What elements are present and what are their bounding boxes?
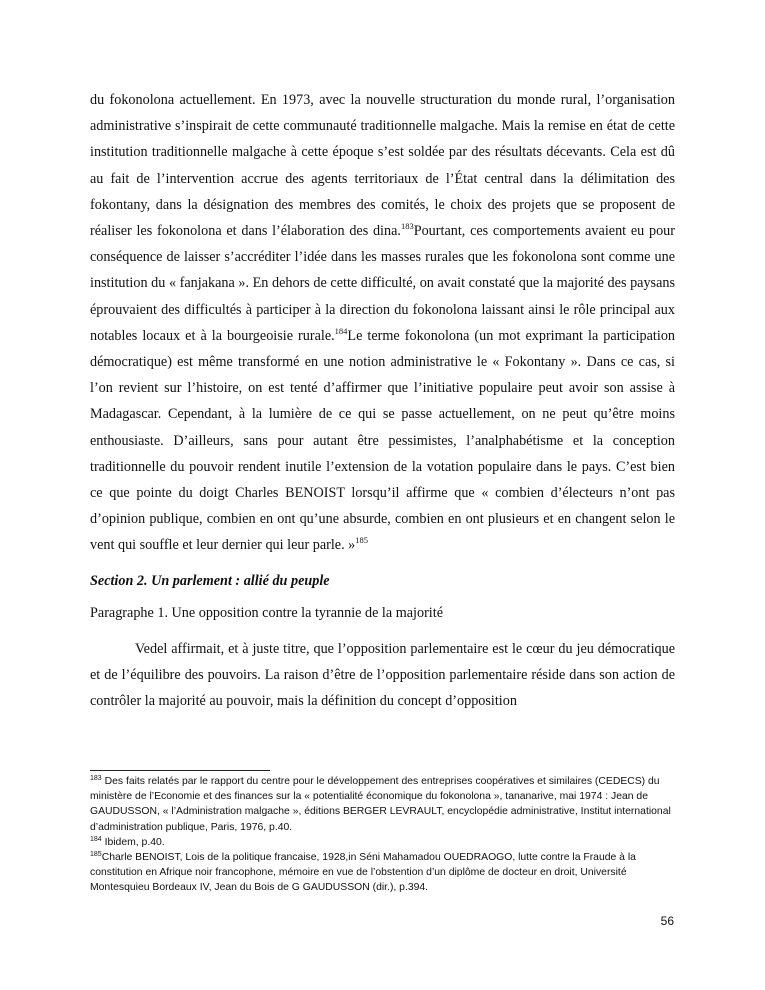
footnotes — [90, 774, 680, 896]
footnote-text: Charle BENOIST, Lois de la politique francaise, 1928,in Séni Mahamadou OUEDRAOGO, lutte contre la Fraude à la constitution en Afrique noir francophone, mémoire en vue de l’obstention d’un diplôme de docteur en droit, Université Montesquieu Bordeaux IV, Jean du Bois de G GAUDUSSON (dir.), p.394. — [90, 852, 636, 894]
page-number: 56 — [660, 914, 674, 928]
footnote-183 — [90, 774, 680, 835]
paragraph-text: Pourtant, ces comportements avaient eu pour conséquence de laisser s’accréditer l’idée dans les masses rurales que les fokonolona sont comme une institution du « fanjakana ». En dehors de cette difficulté, on avait constaté que la majorité des paysans éprouvaient des difficultés à participer à la direction du fokonolona laissant ainsi le rôle principal aux notables locaux et à la bourgeoisie rurale. — [90, 223, 675, 344]
footnote-ref-183[interactable]: 183 — [400, 221, 414, 232]
paragraph-continuation — [90, 87, 675, 559]
paragraph-text: Le terme fokonolona (un mot exprimant la participation démocratique) est même transformé en une notion administrative le « Fokontany ». Dans ce cas, si l’on revient sur l’histoire, on est tenté d’affirmer que l’initiative populaire peut avoir son assise à Madagascar. Cependant, à la lumière de ce qui se passe actuellement, on ne peut qu’être moins enthousiaste. D’ailleurs, sans pour autant être pessimistes, l’analphabétisme et la conception traditionnelle du pouvoir rendent inutile l’extension de la votation populaire dans le pays. C’est bien ce que pointe du doigt Charles BENOIST lorsqu’il affirme que « combien d’électeurs n’ont pas d’opinion publique, combien en ont qu’une absurde, combien en ont plusieurs et en changent selon le vent qui souffle et leur dernier qui leur parle. » — [90, 327, 676, 554]
footnote-185 — [90, 850, 680, 896]
paragraph-heading: Paragraphe 1. Une opposition contre la tyrannie de la majorité — [90, 604, 443, 621]
footnote-number: 184 — [90, 835, 102, 843]
footnote-text: Ibidem, p.40. — [101, 836, 165, 848]
footnote-ref-185[interactable]: 185 — [355, 535, 369, 546]
body-text — [90, 87, 675, 715]
footnote-text: Des faits relatés par le rapport du centre pour le développement des entreprises coopératives et similaires (CEDECS) du ministère de l’Economie et des finances sur la « potentialité économique du fokonolona », tananarive, mai 1974 : Jean de GAUDUSSON, « l’Administration malgache », éditions BERGER LEVRAULT, encyclopédie administrative, Institut international d’administration publique, Paris, 1976, p.40. — [90, 776, 671, 833]
footnote-number: 185 — [90, 851, 102, 859]
paragraph-text: du fokonolona actuellement. En 1973, avec la nouvelle structuration du monde rural, l’organisation administrative s’inspirait de cette communauté traditionnelle malgache. Mais la remise en état de cette institution traditionnelle malgache à cette époque s’est soldée par des résultats décevants. Cela est dû au fait de l’intervention accrue des agents territoriaux de l’État central dans la délimitation des fokontany, dans la désignation des membres des comités, le choix des projets que se proposent de réaliser les fokonolona et dans l’élaboration des dina. — [90, 92, 675, 240]
section-heading: Section 2. Un parlement : allié du peuple — [90, 572, 330, 589]
footnote-separator — [90, 770, 270, 771]
footnote-number: 183 — [90, 775, 102, 782]
paragraph-body: Vedel affirmait, et à juste titre, que l’opposition parlementaire est le cœur du jeu démocratique et de l’équilibre des pouvoirs. La raison d’être de l’opposition parlementaire réside dans son action de contrôler la majorité au pouvoir, mais la définition du concept d’opposition — [90, 641, 675, 710]
footnote-ref-184[interactable]: 184 — [334, 325, 348, 336]
footnote-184 — [90, 835, 680, 850]
